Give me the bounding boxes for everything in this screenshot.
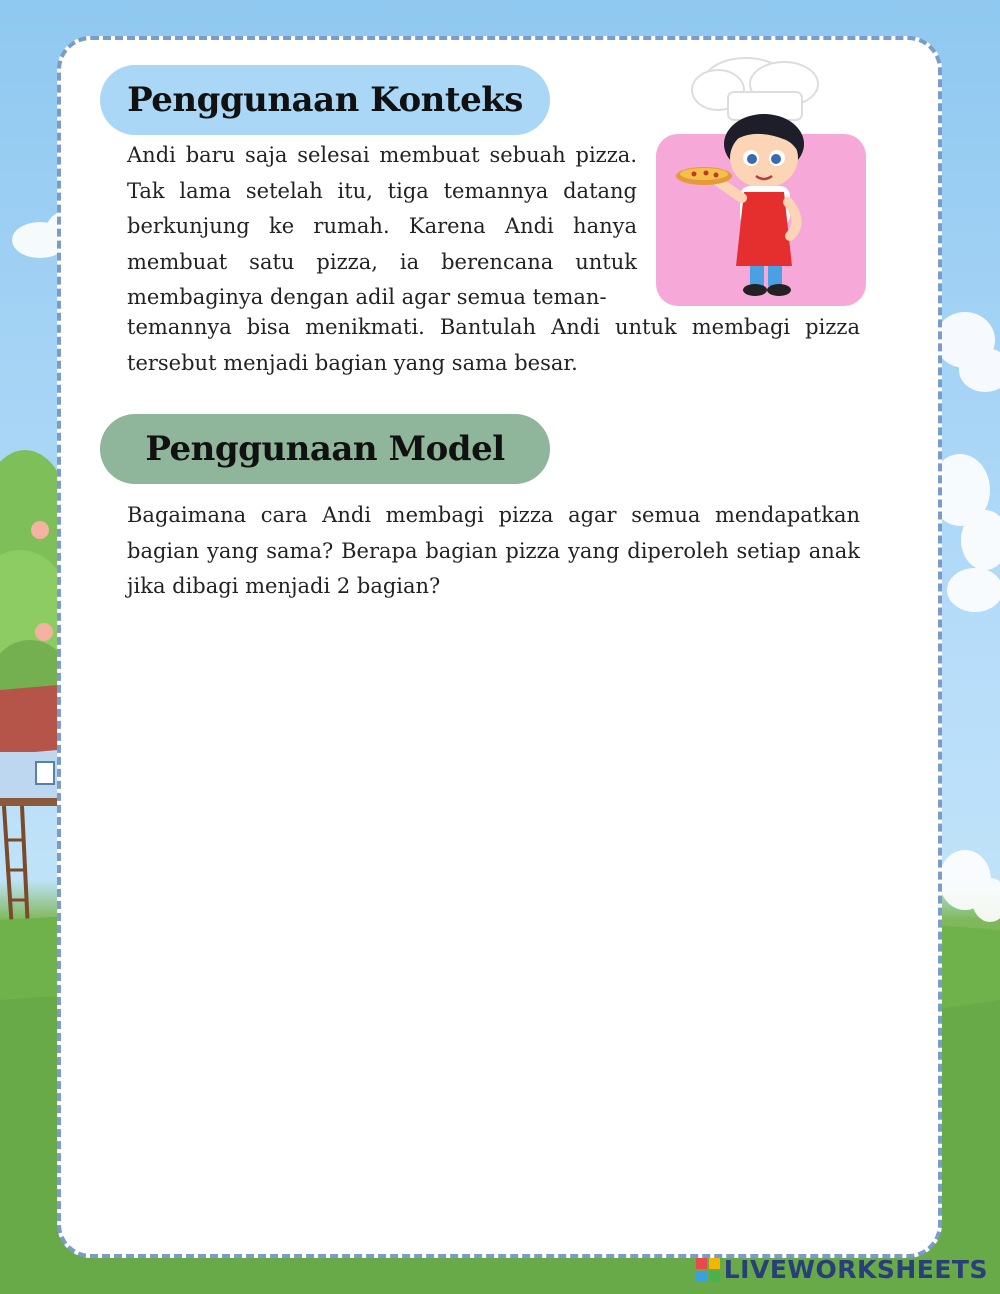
context-paragraph-bottom: temannya bisa menikmati. Bantulah Andi untuk membagi pizza tersebut menjadi bagian yang sama besar. bbox=[127, 315, 860, 375]
watermark-text: LIVEWORKSHEETS bbox=[723, 1255, 988, 1284]
liveworksheets-logo-icon bbox=[696, 1258, 720, 1282]
context-line-3: berkunjung ke rumah. Karena Andi hanya bbox=[127, 214, 637, 238]
chef-boy-with-pizza-icon bbox=[656, 52, 866, 307]
section-title-model bbox=[100, 414, 550, 484]
section-title-konteks-text: Penggunaan Konteks bbox=[127, 80, 523, 120]
context-line-2: Tak lama setelah itu, tiga temannya datang bbox=[127, 178, 637, 203]
context-line-5: membaginya dengan adil agar semua teman- bbox=[127, 285, 607, 309]
model-paragraph: Bagaimana cara Andi membagi pizza agar semua mendapatkan bagian yang sama? Berapa bagian pizza yang diperoleh setiap anak jika dibagi menjadi 2 bagian? bbox=[127, 503, 860, 598]
context-paragraph-top bbox=[127, 138, 637, 316]
context-line-1: Andi baru saja selesai membuat sebuah pizza. bbox=[127, 143, 637, 167]
section-title-model-text: Penggunaan Model bbox=[145, 429, 505, 469]
liveworksheets-watermark[interactable] bbox=[696, 1255, 988, 1284]
context-line-4: membuat satu pizza, ia berencana untuk bbox=[127, 249, 637, 274]
treehouse-icon bbox=[0, 685, 58, 930]
section-title-konteks bbox=[100, 65, 550, 135]
